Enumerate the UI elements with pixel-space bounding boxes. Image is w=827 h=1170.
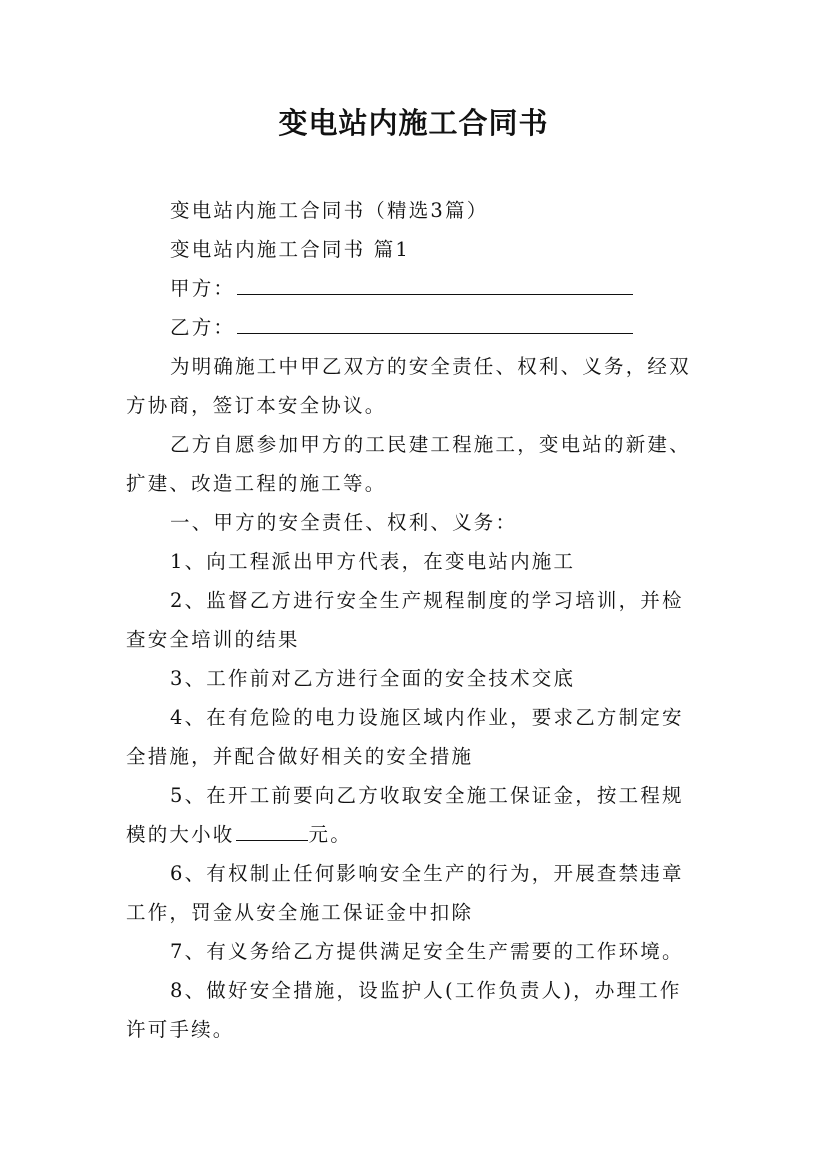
- paragraph-line: 乙方自愿参加甲方的工民建工程施工，变电站的新建、: [170, 433, 691, 456]
- party-b-line: [170, 314, 720, 342]
- party-b-label: 乙方：: [170, 316, 236, 339]
- paragraph-line: 方协商，签订本安全协议。: [126, 394, 387, 417]
- list-item: 6、有权制止任何影响安全生产的行为，开展查禁违章: [170, 862, 684, 885]
- list-item-continuation: 许可手续。: [126, 1018, 235, 1041]
- party-a-blank: [237, 276, 633, 295]
- list-item: 2、监督乙方进行安全生产规程制度的学习培训，并检: [170, 589, 684, 612]
- deposit-amount-blank: [236, 822, 308, 841]
- party-b-blank: [237, 315, 633, 334]
- party-a-line: [170, 275, 720, 303]
- section-heading: 变电站内施工合同书 篇1: [170, 238, 411, 261]
- paragraph-line: 为明确施工中甲乙双方的安全责任、权利、义务，经双: [170, 355, 691, 378]
- deposit-suffix: 元。: [308, 823, 352, 846]
- deposit-prefix: 模的大小收: [126, 823, 235, 846]
- paragraph-line: 扩建、改造工程的施工等。: [126, 472, 387, 495]
- list-item: 4、在有危险的电力设施区域内作业，要求乙方制定安: [170, 706, 684, 729]
- party-a-label: 甲方：: [170, 277, 236, 300]
- list-item-continuation: 工作，罚金从安全施工保证金中扣除: [126, 901, 474, 924]
- list-item-continuation: 全措施，并配合做好相关的安全措施: [126, 745, 474, 768]
- section-heading-one: 一、甲方的安全责任、权利、义务：: [170, 511, 518, 534]
- list-item-continuation: 查安全培训的结果: [126, 628, 300, 651]
- list-item: 3、工作前对乙方进行全面的安全技术交底: [170, 667, 576, 690]
- list-item: 7、有义务给乙方提供满足安全生产需要的工作环境。: [170, 940, 684, 963]
- document-title: 变电站内施工合同书: [278, 106, 549, 140]
- list-item: 1、向工程派出甲方代表，在变电站内施工: [170, 550, 576, 573]
- deposit-line: [126, 821, 716, 849]
- list-item: 5、在开工前要向乙方收取安全施工保证金，按工程规: [170, 784, 684, 807]
- list-item: 8、做好安全措施，设监护人(工作负责人)，办理工作: [170, 979, 682, 1002]
- subtitle: 变电站内施工合同书（精选3篇）: [170, 199, 489, 222]
